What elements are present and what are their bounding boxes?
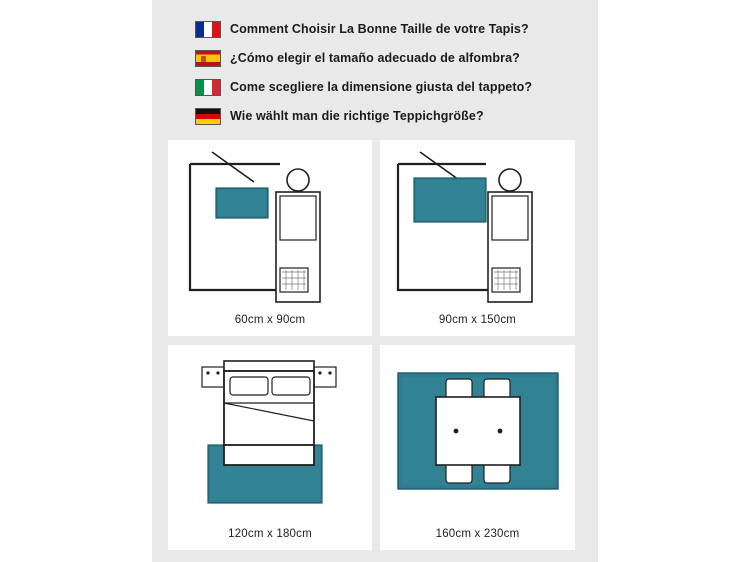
headline-text-de: Wie wählt man die richtige Teppichgröße? — [230, 109, 484, 123]
headline-text-es: ¿Cómo elegir el tamaño adecuado de alfombra? — [230, 51, 520, 65]
diagram-bedroom-small-rug — [168, 140, 372, 310]
card-caption-3: 120cm x 180cm — [228, 528, 312, 540]
rug-size-card-4 — [380, 345, 575, 550]
headings-block — [195, 16, 595, 132]
headline-de — [195, 103, 595, 129]
flag-spain-icon — [195, 50, 221, 67]
flag-italy-icon — [195, 79, 221, 96]
headline-it — [195, 74, 595, 100]
headline-es — [195, 45, 595, 71]
rug-size-card-2 — [380, 140, 575, 336]
card-caption-2: 90cm x 150cm — [438, 314, 517, 326]
headline-text-fr: Comment Choisir La Bonne Taille de votre Tapis? — [230, 22, 529, 36]
flag-germany-icon — [195, 108, 221, 125]
diagram-double-bed-rug — [168, 345, 372, 524]
diagram-bedroom-medium-rug — [380, 140, 575, 310]
rug-size-card-3 — [168, 345, 372, 550]
headline-fr — [195, 16, 595, 42]
card-caption-1: 60cm x 90cm — [234, 314, 306, 326]
card-caption-4: 160cm x 230cm — [435, 528, 520, 540]
rug-size-card-1 — [168, 140, 372, 336]
diagram-dining-table-rug — [380, 345, 575, 524]
flag-france-icon — [195, 21, 221, 38]
headline-text-it: Come scegliere la dimensione giusta del tappeto? — [230, 80, 533, 94]
